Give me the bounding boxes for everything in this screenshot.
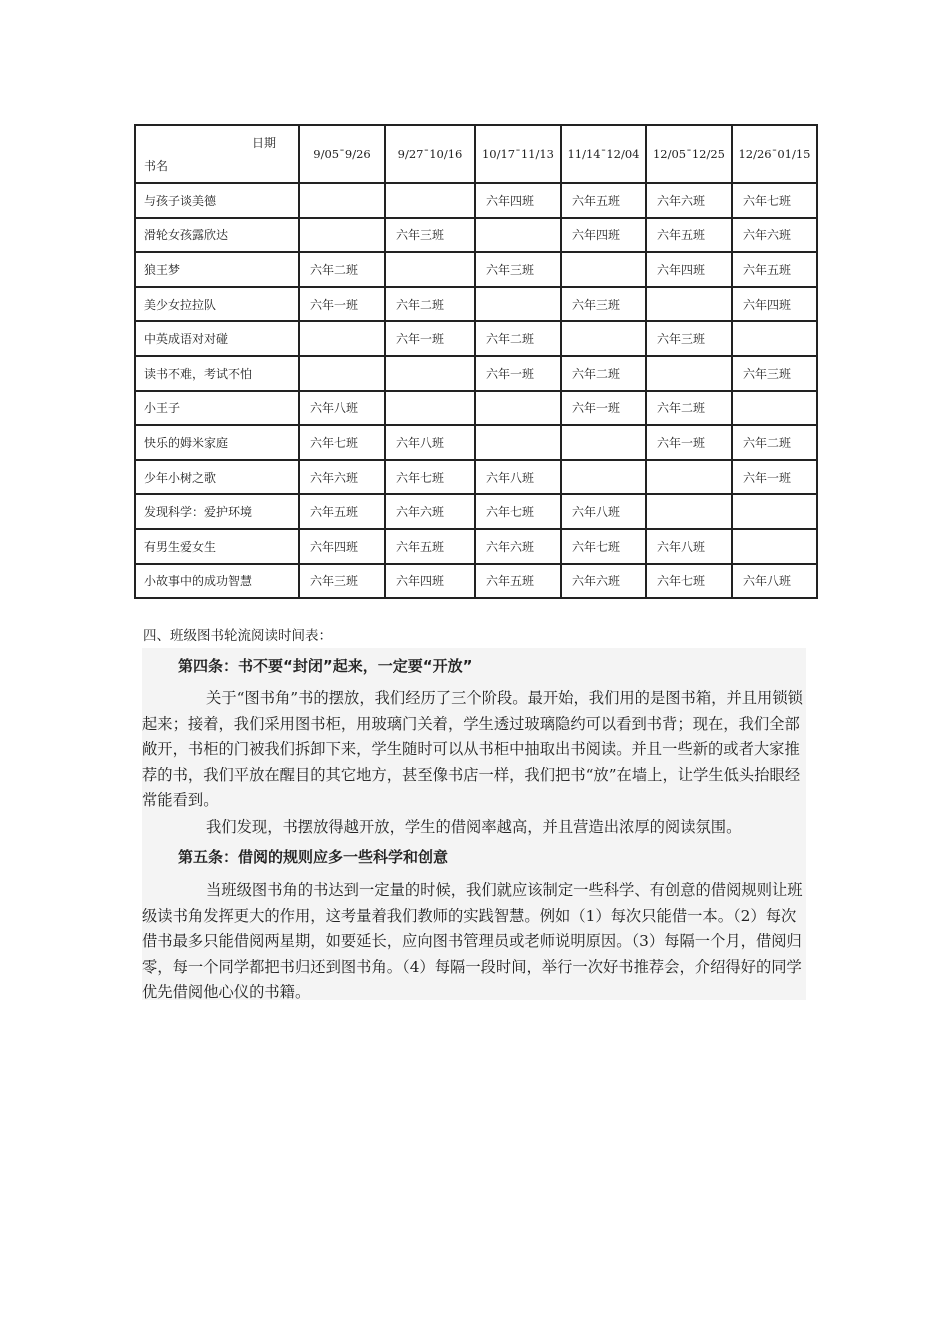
class-assignment-cell: 六年二班 [385, 287, 475, 322]
table-row [135, 356, 817, 391]
class-assignment-cell [385, 391, 475, 426]
class-assignment-cell [299, 183, 385, 218]
article4-paragraph: 关于“图书角”书的摆放，我们经历了三个阶段。最开始，我们用的是图书箱，并且用锁锁起来；接着，我们采用图书柜，用玻璃门关着，学生透过玻璃隐约可以看到书背；现在，我们全部敞开，书柜的门被我们拆卸下来，学生随时可以从书柜中抽取出书阅读。并且一些新的或者大家推荐的书，我们平放在醒目的其它地方，甚至像书店一样，我们把书“放”在墙上，让学生低头抬眼经常能看到。 [142, 689, 803, 809]
table-row [135, 425, 817, 460]
table-row [135, 321, 817, 356]
class-assignment-cell [385, 356, 475, 391]
class-assignment-cell: 六年四班 [385, 564, 475, 599]
table-row [135, 460, 817, 495]
class-assignment-cell: 六年七班 [732, 183, 817, 218]
class-assignment-cell: 六年七班 [385, 460, 475, 495]
class-assignment-cell: 六年八班 [299, 391, 385, 426]
class-assignment-cell [732, 529, 817, 564]
class-assignment-cell: 六年四班 [475, 183, 561, 218]
class-assignment-cell: 六年四班 [299, 529, 385, 564]
book-title-cell: 读书不难，考试不怕 [135, 356, 299, 391]
class-assignment-cell: 六年七班 [561, 529, 646, 564]
class-assignment-cell: 六年二班 [299, 252, 385, 287]
class-assignment-cell: 六年五班 [732, 252, 817, 287]
class-assignment-cell: 六年七班 [646, 564, 732, 599]
class-assignment-cell [475, 218, 561, 253]
class-assignment-cell: 六年七班 [475, 494, 561, 529]
class-assignment-cell: 六年一班 [385, 321, 475, 356]
class-assignment-cell [561, 252, 646, 287]
class-assignment-cell: 六年七班 [299, 425, 385, 460]
class-assignment-cell: 六年一班 [732, 460, 817, 495]
class-assignment-cell: 六年八班 [732, 564, 817, 599]
class-assignment-cell: 六年三班 [561, 287, 646, 322]
book-title-cell: 少年小树之歌 [135, 460, 299, 495]
book-title-cell: 小故事中的成功智慧 [135, 564, 299, 599]
class-assignment-cell: 六年八班 [385, 425, 475, 460]
table-row [135, 391, 817, 426]
article5-paragraph: 当班级图书角的书达到一定量的时候，我们就应该制定一些科学、有创意的借阅规则让班级读书角发挥更大的作用，这考量着我们教师的实践智慧。例如（1）每次只能借一本。（2）每次借书最多只能借阅两星期，如要延长，应向图书管理员或老师说明原因。（3）每隔一个月，借阅归零，每一个同学都把书归还到图书角。（4）每隔一段时间，举行一次好书推荐会，介绍得好的同学优先借阅他心仪的书籍。 [142, 881, 803, 1001]
class-assignment-cell [299, 356, 385, 391]
class-assignment-cell: 六年三班 [475, 252, 561, 287]
class-assignment-cell: 六年六班 [385, 494, 475, 529]
period-header: 12/26¯01/15 [732, 125, 817, 183]
period-header: 10/17¯11/13 [475, 125, 561, 183]
class-assignment-cell [561, 460, 646, 495]
class-assignment-cell [646, 287, 732, 322]
table-row [135, 218, 817, 253]
table-header-row [135, 125, 817, 183]
class-assignment-cell: 六年八班 [646, 529, 732, 564]
class-assignment-cell: 六年四班 [646, 252, 732, 287]
book-title-cell: 滑轮女孩露欣达 [135, 218, 299, 253]
class-assignment-cell: 六年三班 [646, 321, 732, 356]
book-title-cell: 狼王梦 [135, 252, 299, 287]
book-title-cell: 快乐的姆米家庭 [135, 425, 299, 460]
class-assignment-cell: 六年四班 [732, 287, 817, 322]
article5-heading: 第五条：借阅的规则应多一些科学和创意 [178, 848, 449, 866]
period-header: 12/05¯12/25 [646, 125, 732, 183]
class-assignment-cell: 六年六班 [561, 564, 646, 599]
period-header: 9/05¯9/26 [299, 125, 385, 183]
class-assignment-cell [732, 321, 817, 356]
class-assignment-cell: 六年六班 [475, 529, 561, 564]
class-assignment-cell [475, 425, 561, 460]
table-row [135, 287, 817, 322]
class-assignment-cell: 六年五班 [385, 529, 475, 564]
book-title-cell: 发现科学：爱护环境 [135, 494, 299, 529]
diagonal-header-cell [135, 125, 299, 183]
class-assignment-cell [299, 218, 385, 253]
class-assignment-cell [385, 252, 475, 287]
class-assignment-cell: 六年六班 [299, 460, 385, 495]
class-assignment-cell: 六年一班 [475, 356, 561, 391]
class-assignment-cell [475, 287, 561, 322]
class-assignment-cell [299, 321, 385, 356]
class-assignment-cell [561, 425, 646, 460]
class-assignment-cell: 六年五班 [646, 218, 732, 253]
class-assignment-cell: 六年二班 [475, 321, 561, 356]
class-assignment-cell [646, 460, 732, 495]
book-title-cell: 中英成语对对碰 [135, 321, 299, 356]
book-title-cell: 有男生爱女生 [135, 529, 299, 564]
reading-schedule-table [134, 124, 818, 599]
class-assignment-cell [646, 356, 732, 391]
header-book-label: 书名 [144, 159, 169, 173]
class-assignment-cell: 六年二班 [646, 391, 732, 426]
table-row [135, 183, 817, 218]
table-row [135, 494, 817, 529]
class-assignment-cell [385, 183, 475, 218]
class-assignment-cell: 六年三班 [732, 356, 817, 391]
article4-heading: 第四条：书不要“封闭”起来，一定要“开放” [178, 657, 473, 675]
article4-paragraph-2: 我们发现，书摆放得越开放，学生的借阅率越高，并且营造出浓厚的阅读氛围。 [206, 818, 742, 836]
table-row [135, 529, 817, 564]
class-assignment-cell [732, 494, 817, 529]
class-assignment-cell: 六年六班 [732, 218, 817, 253]
book-title-cell: 小王子 [135, 391, 299, 426]
class-assignment-cell: 六年八班 [475, 460, 561, 495]
class-assignment-cell: 六年一班 [646, 425, 732, 460]
header-date-label: 日期 [251, 136, 276, 150]
class-assignment-cell: 六年二班 [732, 425, 817, 460]
book-title-cell: 美少女拉拉队 [135, 287, 299, 322]
class-assignment-cell: 六年四班 [561, 218, 646, 253]
section-title: 四、班级图书轮流阅读时间表： [143, 628, 332, 644]
class-assignment-cell [475, 391, 561, 426]
class-assignment-cell: 六年五班 [299, 494, 385, 529]
class-assignment-cell: 六年三班 [385, 218, 475, 253]
class-assignment-cell: 六年五班 [475, 564, 561, 599]
class-assignment-cell: 六年六班 [646, 183, 732, 218]
class-assignment-cell: 六年八班 [561, 494, 646, 529]
class-assignment-cell: 六年三班 [299, 564, 385, 599]
class-assignment-cell: 六年五班 [561, 183, 646, 218]
period-header: 11/14¯12/04 [561, 125, 646, 183]
class-assignment-cell: 六年一班 [299, 287, 385, 322]
period-header: 9/27¯10/16 [385, 125, 475, 183]
class-assignment-cell [732, 391, 817, 426]
class-assignment-cell: 六年一班 [561, 391, 646, 426]
class-assignment-cell [646, 494, 732, 529]
table-row [135, 564, 817, 599]
book-title-cell: 与孩子谈美德 [135, 183, 299, 218]
class-assignment-cell [561, 321, 646, 356]
class-assignment-cell: 六年二班 [561, 356, 646, 391]
table-row [135, 252, 817, 287]
